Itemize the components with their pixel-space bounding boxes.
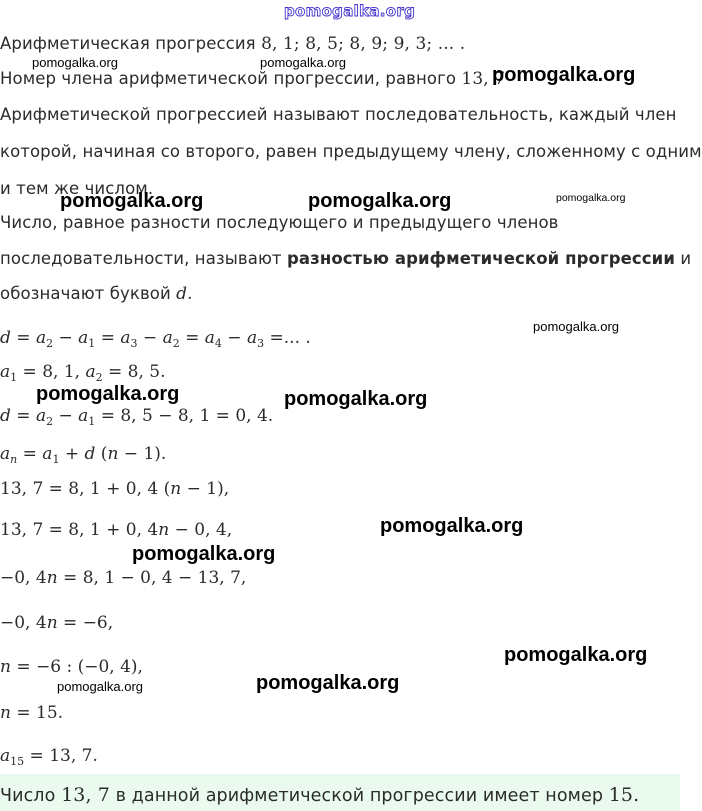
watermark: pomogalka.org [60, 190, 204, 212]
formula-step-2: 13, 7 = 8, 1 + 0, 4n − 0, 4, [0, 520, 233, 540]
watermark: pomogalka.org [308, 190, 452, 212]
formula-step-6: n = 15. [0, 703, 64, 723]
definition-line-1: Арифметической прогрессией называют последовательность, каждый член [0, 105, 677, 124]
formula-d-value: $d = a_2 - a_1 = 8$, 5 − 8, 1 = 0, 4. [0, 406, 274, 428]
task-sequence: 8, 1; 8, 5; 8, 9; 9, 3; ... . [261, 34, 466, 54]
watermark: pomogalka.org [256, 672, 400, 694]
formula-step-4: −0, 4n = −6, [0, 613, 114, 633]
watermark: pomogalka.org [36, 383, 180, 405]
watermark: pomogalka.org [284, 388, 428, 410]
difference-line-2-suffix: и [680, 249, 692, 268]
formula-step-3: −0, 4n = 8, 1 − 0, 4 − 13, 7, [0, 568, 247, 588]
formula-nth-term: $a_n = a_1 + d$ (n − 1). [0, 444, 167, 466]
answer-line [0, 784, 639, 806]
watermark: pomogalka.org [380, 515, 524, 537]
task-line-2-prefix: Номер члена арифметической прогрессии, равного [0, 69, 457, 88]
task-line-1-prefix: Арифметическая прогрессия [0, 34, 256, 53]
watermark: pomogalka.org [504, 644, 648, 666]
difference-line-3-prefix: обозначают буквой [0, 284, 171, 303]
difference-line-2-prefix: последовательности, называют [0, 249, 282, 268]
watermark: pomogalka.org [492, 64, 636, 86]
formula-step-1: 13, 7 = 8, 1 + 0, 4 (n − 1), [0, 479, 230, 499]
site-watermark: pomogalka.org [284, 2, 416, 20]
difference-letter: d. [176, 284, 193, 304]
answer-number: 15. [608, 784, 640, 806]
formula-a1-a2: $a_1 = 8$, 1, $a_2 = 8$, 5. [0, 362, 166, 384]
task-line-1 [0, 34, 465, 54]
formula-d-definition: $d = a_2 - a_1 = a_3 - a_2 = a_4 - a_3$ =... . [0, 328, 311, 350]
watermark: pomogalka.org [57, 679, 143, 694]
difference-line-2 [0, 249, 691, 268]
watermark: pomogalka.org [260, 55, 346, 70]
difference-term: разностью арифметической прогрессии [287, 249, 676, 268]
answer-value: 13, 7 [61, 784, 110, 806]
watermark: pomogalka.org [533, 319, 619, 334]
difference-line-1: Число, равное разности последующего и предыдущего членов [0, 213, 559, 232]
task-line-2 [0, 69, 505, 89]
definition-line-2: которой, начиная со второго, равен предыдущему члену, сложенному с одним [0, 142, 702, 161]
watermark: pomogalka.org [132, 543, 276, 565]
difference-line-3 [0, 284, 193, 304]
answer-middle: в данной арифметической прогрессии имеет номер [115, 786, 604, 806]
definition-line-3: и тем же числом. [0, 179, 154, 198]
task-target-value: 13, 7 [461, 69, 506, 89]
watermark: pomogalka.org [556, 192, 626, 204]
watermark: pomogalka.org [32, 55, 118, 70]
formula-result: $a_{15} = 13$, 7. [0, 746, 98, 768]
formula-step-5: n = −6 : (−0, 4), [0, 657, 143, 677]
answer-prefix: Число [0, 786, 56, 806]
